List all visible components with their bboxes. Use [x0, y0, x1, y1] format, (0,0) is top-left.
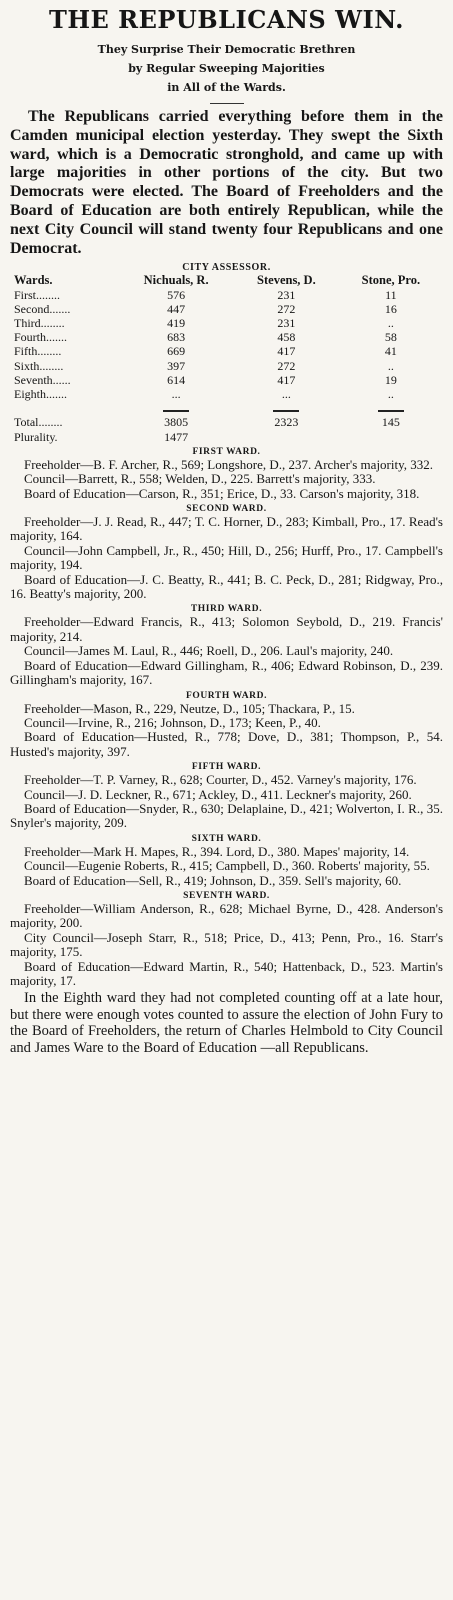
row-stevens: 417: [277, 372, 296, 387]
council-result: Council—J. D. Leckner, R., 671; Ackley, D., 411. Leckner's majority, 260.: [24, 786, 412, 802]
headline: THE REPUBLICANS WIN.: [48, 5, 405, 34]
row-stevens: ...: [281, 387, 291, 401]
ward-section-sixth: [10, 834, 443, 888]
row-nichuals: 576: [167, 287, 186, 302]
lead-paragraph: The Republicans carried everything before them in the Camden municipal election yesterday. They swept the Sixth ward, which is a Democratic stronghold, and came up with large majorities in other portions of the city. But two Democrats were elected. The Board of Freeholders and the Board of Education are both entirely Republican, while the next City Council will stand twenty four Republicans and one Democrat.: [10, 108, 443, 257]
plurality-label: Plurality.: [14, 429, 58, 444]
row-ward: Third........: [14, 315, 65, 330]
header-nichuals: Nichuals, R.: [143, 273, 209, 288]
row-stevens: 231: [277, 315, 296, 330]
freeholder-result: Freeholder—Mason, R., 229, Neutze, D., 105; Thackara, P., 15.: [24, 700, 355, 716]
row-stone: 41: [384, 344, 397, 359]
table-row: [10, 316, 443, 330]
total-row: [10, 415, 443, 429]
table-row: [10, 302, 443, 316]
council-result: City Council—Joseph Starr, R., 518; Price, D., 413; Penn, Pro., 16. Starr's majority, 175.: [10, 929, 443, 960]
ward-heading: FIFTH WARD.: [191, 762, 262, 773]
education-result: Board of Education—Edward Martin, R., 540; Hattenback, D., 523. Martin's majority, 17.: [10, 958, 443, 988]
freeholder-result: Freeholder—Mark H. Mapes, R., 394. Lord, D., 380. Mapes' majority, 14.: [24, 843, 410, 859]
header-stevens: Stevens, D.: [257, 273, 316, 288]
ward-heading: THIRD WARD.: [190, 604, 263, 615]
row-nichuals: 397: [167, 358, 186, 373]
row-stone: 58: [384, 330, 397, 345]
row-stone: 16: [384, 301, 397, 316]
council-result: Council—Eugenie Roberts, R., 415; Campbell, D., 360. Roberts' majority, 55.: [24, 858, 430, 874]
deck-line-1: They Surprise Their Democratic Brethren: [97, 43, 356, 56]
row-stevens: 231: [277, 287, 296, 302]
assessor-table-title: CITY ASSESSOR.: [182, 262, 271, 274]
assessor-header-row: [10, 273, 443, 287]
ward-heading: SECOND WARD.: [186, 504, 267, 515]
row-nichuals: 683: [167, 330, 186, 345]
row-ward: First........: [14, 287, 61, 302]
ward-heading: SIXTH WARD.: [191, 833, 262, 844]
ward-section-fifth: [10, 762, 443, 831]
row-nichuals: 447: [167, 301, 186, 316]
total-stevens: 2323: [274, 415, 299, 430]
ward-heading: SEVENTH WARD.: [183, 890, 270, 901]
education-result: Board of Education—J. C. Beatty, R., 441; B. C. Peck, D., 281; Ridgway, Pro., 16. Beatty's majority, 200.: [10, 571, 443, 602]
council-result: Council—James M. Laul, R., 446; Roell, D., 206. Laul's majority, 240.: [24, 643, 394, 659]
table-row: [10, 359, 443, 373]
row-stone: ..: [387, 387, 394, 401]
table-row: [10, 344, 443, 358]
ward-section-first: [10, 447, 443, 501]
freeholder-result: Freeholder—Edward Francis, R., 413; Solomon Seybold, D., 219. Francis' majority, 214.: [10, 614, 443, 644]
row-stone: 11: [385, 287, 397, 302]
council-result: Council—Barrett, R., 558; Welden, D., 225. Barrett's majority, 333.: [24, 471, 376, 487]
ward-heading: FOURTH WARD.: [185, 690, 268, 701]
row-ward: Fifth........: [14, 344, 62, 359]
plurality-value: 1477: [164, 429, 189, 444]
row-nichuals: 669: [167, 344, 186, 359]
total-rule: [378, 410, 404, 412]
row-ward: Seventh......: [14, 372, 71, 387]
total-stone: 145: [381, 415, 400, 430]
divider-rule: [210, 103, 244, 104]
council-result: Council—John Campbell, Jr., R., 450; Hill, D., 256; Hurff, Pro., 17. Campbell's majority, 194.: [10, 542, 443, 573]
ward-section-third: [10, 604, 443, 687]
plurality-row: [10, 430, 443, 444]
ward-section-second: [10, 504, 443, 601]
row-stevens: 272: [277, 301, 296, 316]
deck-line-3: in All of the Wards.: [167, 81, 286, 94]
deck-line-2: by Regular Sweeping Majorities: [128, 62, 325, 75]
closing-paragraph: In the Eighth ward they had not completed counting off at a late hour, but there were enough votes counted to assure the election of John Fury to the Board of Freeholders, the return of Charles Helmbold to City Council and James Ware to the Board of Education —all Republicans.: [10, 990, 443, 1056]
row-nichuals: 614: [167, 372, 186, 387]
table-row: [10, 288, 443, 302]
ward-section-fourth: [10, 691, 443, 760]
assessor-results-table: [10, 273, 443, 443]
education-result: Board of Education—Husted, R., 778; Dove, D., 381; Thompson, P., 54. Husted's majority, 397.: [10, 729, 443, 759]
total-nichuals: 3805: [164, 415, 189, 430]
row-ward: Second.......: [14, 301, 71, 316]
row-ward: Sixth........: [14, 358, 64, 373]
row-stevens: 272: [277, 358, 296, 373]
row-stone: ..: [387, 358, 394, 373]
council-result: Council—Irvine, R., 216; Johnson, D., 173; Keen, P., 40.: [24, 714, 321, 730]
freeholder-result: Freeholder—William Anderson, R., 628; Michael Byrne, D., 428. Anderson's majority, 200.: [10, 900, 443, 931]
education-result: Board of Education—Sell, R., 419; Johnson, D., 359. Sell's majority, 60.: [24, 872, 402, 888]
table-row: [10, 330, 443, 344]
table-row: [10, 373, 443, 387]
total-label: Total........: [14, 415, 63, 430]
row-ward: Fourth.......: [14, 330, 68, 345]
total-rules-row: [10, 401, 443, 415]
freeholder-result: Freeholder—B. F. Archer, R., 569; Longshore, D., 237. Archer's majority, 332.: [24, 456, 434, 472]
table-row: [10, 387, 443, 401]
education-result: Board of Education—Snyder, R., 630; Delaplaine, D., 421; Wolverton, I. R., 35. Snyler's majority, 209.: [10, 800, 443, 831]
education-result: Board of Education—Carson, R., 351; Erice, D., 33. Carson's majority, 318.: [24, 485, 420, 501]
row-ward: Eighth.......: [14, 387, 67, 401]
row-nichuals: 419: [167, 315, 186, 330]
row-stevens: 417: [277, 344, 296, 359]
header-wards: Wards.: [14, 273, 53, 288]
row-stone: ..: [387, 315, 394, 330]
total-rule: [163, 410, 189, 412]
row-nichuals: ...: [171, 387, 181, 401]
education-result: Board of Education—Edward Gillingham, R., 406; Edward Robinson, D., 239. Gillingham's majority, 167.: [10, 657, 443, 688]
freeholder-result: Freeholder—T. P. Varney, R., 628; Courter, D., 452. Varney's majority, 176.: [24, 772, 417, 788]
ward-heading: FIRST WARD.: [192, 446, 261, 457]
freeholder-result: Freeholder—J. J. Read, R., 447; T. C. Horner, D., 283; Kimball, Pro., 17. Read's majority, 164.: [10, 514, 443, 544]
row-stevens: 458: [277, 330, 296, 345]
ward-section-seventh: [10, 891, 443, 988]
header-stone: Stone, Pro.: [361, 273, 421, 288]
row-stone: 19: [384, 372, 397, 387]
total-rule: [273, 410, 299, 412]
